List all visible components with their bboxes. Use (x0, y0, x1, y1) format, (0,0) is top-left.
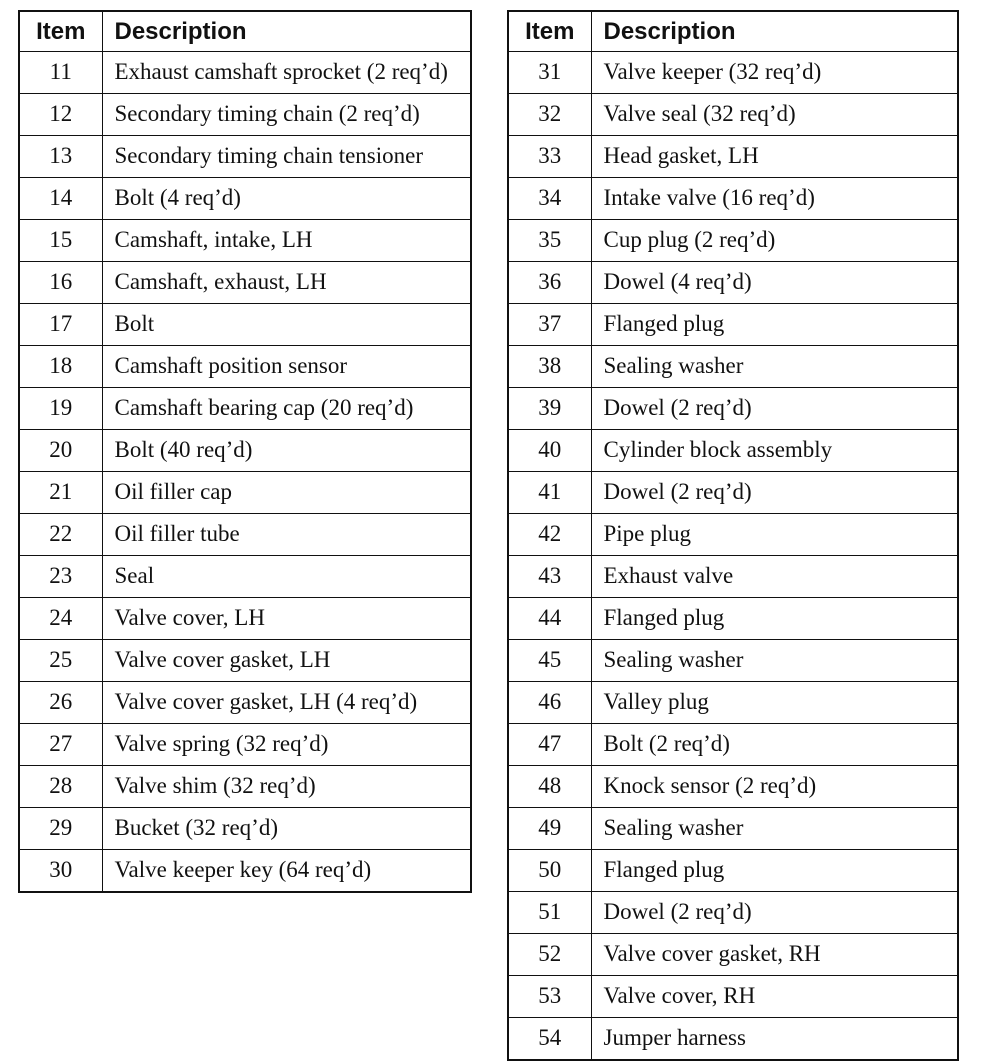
table-row (508, 94, 958, 136)
table-row (508, 934, 958, 976)
item-number: 51 (508, 892, 591, 934)
table-row (19, 598, 471, 640)
item-number: 35 (508, 220, 591, 262)
item-description: Oil filler cap (102, 472, 471, 514)
table-row (508, 52, 958, 94)
item-description: Pipe plug (591, 514, 958, 556)
item-number: 18 (19, 346, 102, 388)
table-row (508, 514, 958, 556)
item-description: Dowel (2 req’d) (591, 892, 958, 934)
item-number: 30 (19, 850, 102, 893)
item-description: Dowel (2 req’d) (591, 472, 958, 514)
item-number: 27 (19, 724, 102, 766)
item-number: 16 (19, 262, 102, 304)
table-row (19, 388, 471, 430)
table-row (508, 262, 958, 304)
table-row (508, 178, 958, 220)
table-row (508, 136, 958, 178)
table-row (19, 346, 471, 388)
item-description: Flanged plug (591, 850, 958, 892)
item-number: 38 (508, 346, 591, 388)
item-description: Camshaft bearing cap (20 req’d) (102, 388, 471, 430)
item-number: 45 (508, 640, 591, 682)
item-description: Camshaft position sensor (102, 346, 471, 388)
item-number: 26 (19, 682, 102, 724)
item-description: Dowel (4 req’d) (591, 262, 958, 304)
item-description: Knock sensor (2 req’d) (591, 766, 958, 808)
table-row (19, 556, 471, 598)
item-number: 40 (508, 430, 591, 472)
table-row (19, 220, 471, 262)
item-description: Oil filler tube (102, 514, 471, 556)
table-header-row (508, 11, 958, 52)
table-row (19, 52, 471, 94)
item-number: 15 (19, 220, 102, 262)
item-description: Jumper harness (591, 1018, 958, 1061)
item-description: Bolt (4 req’d) (102, 178, 471, 220)
item-description: Valve cover gasket, RH (591, 934, 958, 976)
table-row (19, 304, 471, 346)
item-number: 22 (19, 514, 102, 556)
item-number: 32 (508, 94, 591, 136)
table-row (508, 682, 958, 724)
parts-table-right (507, 10, 959, 1061)
item-number: 29 (19, 808, 102, 850)
item-number: 11 (19, 52, 102, 94)
item-number: 14 (19, 178, 102, 220)
table-row (19, 178, 471, 220)
item-description: Valve cover gasket, LH (102, 640, 471, 682)
item-number: 23 (19, 556, 102, 598)
table-row (508, 766, 958, 808)
item-description: Valve keeper (32 req’d) (591, 52, 958, 94)
parts-table-left (18, 10, 472, 893)
table-row (508, 850, 958, 892)
item-description: Valve spring (32 req’d) (102, 724, 471, 766)
item-description: Valve shim (32 req’d) (102, 766, 471, 808)
item-number: 13 (19, 136, 102, 178)
item-number: 42 (508, 514, 591, 556)
table-row (508, 724, 958, 766)
table-row (19, 808, 471, 850)
item-number: 41 (508, 472, 591, 514)
item-number: 53 (508, 976, 591, 1018)
item-description: Sealing washer (591, 808, 958, 850)
item-description: Secondary timing chain tensioner (102, 136, 471, 178)
item-description: Flanged plug (591, 598, 958, 640)
table-row (19, 94, 471, 136)
item-description: Secondary timing chain (2 req’d) (102, 94, 471, 136)
item-description: Exhaust camshaft sprocket (2 req’d) (102, 52, 471, 94)
item-description: Cylinder block assembly (591, 430, 958, 472)
item-description: Camshaft, intake, LH (102, 220, 471, 262)
item-description: Camshaft, exhaust, LH (102, 262, 471, 304)
table-row (508, 430, 958, 472)
item-number: 43 (508, 556, 591, 598)
item-number: 49 (508, 808, 591, 850)
item-number: 19 (19, 388, 102, 430)
item-number: 33 (508, 136, 591, 178)
table-row (508, 472, 958, 514)
table-row (19, 850, 471, 893)
table-row (508, 220, 958, 262)
item-number: 20 (19, 430, 102, 472)
item-number: 12 (19, 94, 102, 136)
table-row (508, 556, 958, 598)
item-number: 24 (19, 598, 102, 640)
table-row (19, 472, 471, 514)
item-description: Valve cover, LH (102, 598, 471, 640)
table-row (19, 640, 471, 682)
item-number: 39 (508, 388, 591, 430)
description-column-header: Description (591, 11, 958, 52)
item-number: 34 (508, 178, 591, 220)
item-number: 37 (508, 304, 591, 346)
item-description: Valve seal (32 req’d) (591, 94, 958, 136)
item-description: Valve keeper key (64 req’d) (102, 850, 471, 893)
item-description: Sealing washer (591, 640, 958, 682)
item-description: Flanged plug (591, 304, 958, 346)
table-row (508, 892, 958, 934)
item-number: 25 (19, 640, 102, 682)
table-row (19, 514, 471, 556)
table-row (508, 598, 958, 640)
item-number: 50 (508, 850, 591, 892)
item-column-header: Item (508, 11, 591, 52)
item-description: Head gasket, LH (591, 136, 958, 178)
item-description: Seal (102, 556, 471, 598)
table-row (19, 724, 471, 766)
table-row (19, 136, 471, 178)
item-number: 21 (19, 472, 102, 514)
item-column-header: Item (19, 11, 102, 52)
item-number: 52 (508, 934, 591, 976)
item-description: Bolt (40 req’d) (102, 430, 471, 472)
item-number: 46 (508, 682, 591, 724)
item-number: 31 (508, 52, 591, 94)
table-row (508, 976, 958, 1018)
item-number: 48 (508, 766, 591, 808)
item-number: 17 (19, 304, 102, 346)
description-column-header: Description (102, 11, 471, 52)
parts-table-right-body (508, 52, 958, 1061)
item-description: Bucket (32 req’d) (102, 808, 471, 850)
item-number: 47 (508, 724, 591, 766)
item-description: Cup plug (2 req’d) (591, 220, 958, 262)
item-description: Bolt (102, 304, 471, 346)
table-row (508, 346, 958, 388)
item-description: Bolt (2 req’d) (591, 724, 958, 766)
item-description: Exhaust valve (591, 556, 958, 598)
item-number: 36 (508, 262, 591, 304)
parts-table-left-body (19, 52, 471, 893)
item-description: Valve cover gasket, LH (4 req’d) (102, 682, 471, 724)
table-row (508, 808, 958, 850)
item-description: Sealing washer (591, 346, 958, 388)
item-number: 54 (508, 1018, 591, 1061)
item-number: 28 (19, 766, 102, 808)
table-row (508, 640, 958, 682)
item-description: Dowel (2 req’d) (591, 388, 958, 430)
item-description: Valve cover, RH (591, 976, 958, 1018)
table-row (19, 430, 471, 472)
table-header-row (19, 11, 471, 52)
item-description: Valley plug (591, 682, 958, 724)
table-row (19, 766, 471, 808)
table-row (508, 388, 958, 430)
table-row (19, 262, 471, 304)
item-number: 44 (508, 598, 591, 640)
item-description: Intake valve (16 req’d) (591, 178, 958, 220)
table-row (508, 304, 958, 346)
table-row (19, 682, 471, 724)
